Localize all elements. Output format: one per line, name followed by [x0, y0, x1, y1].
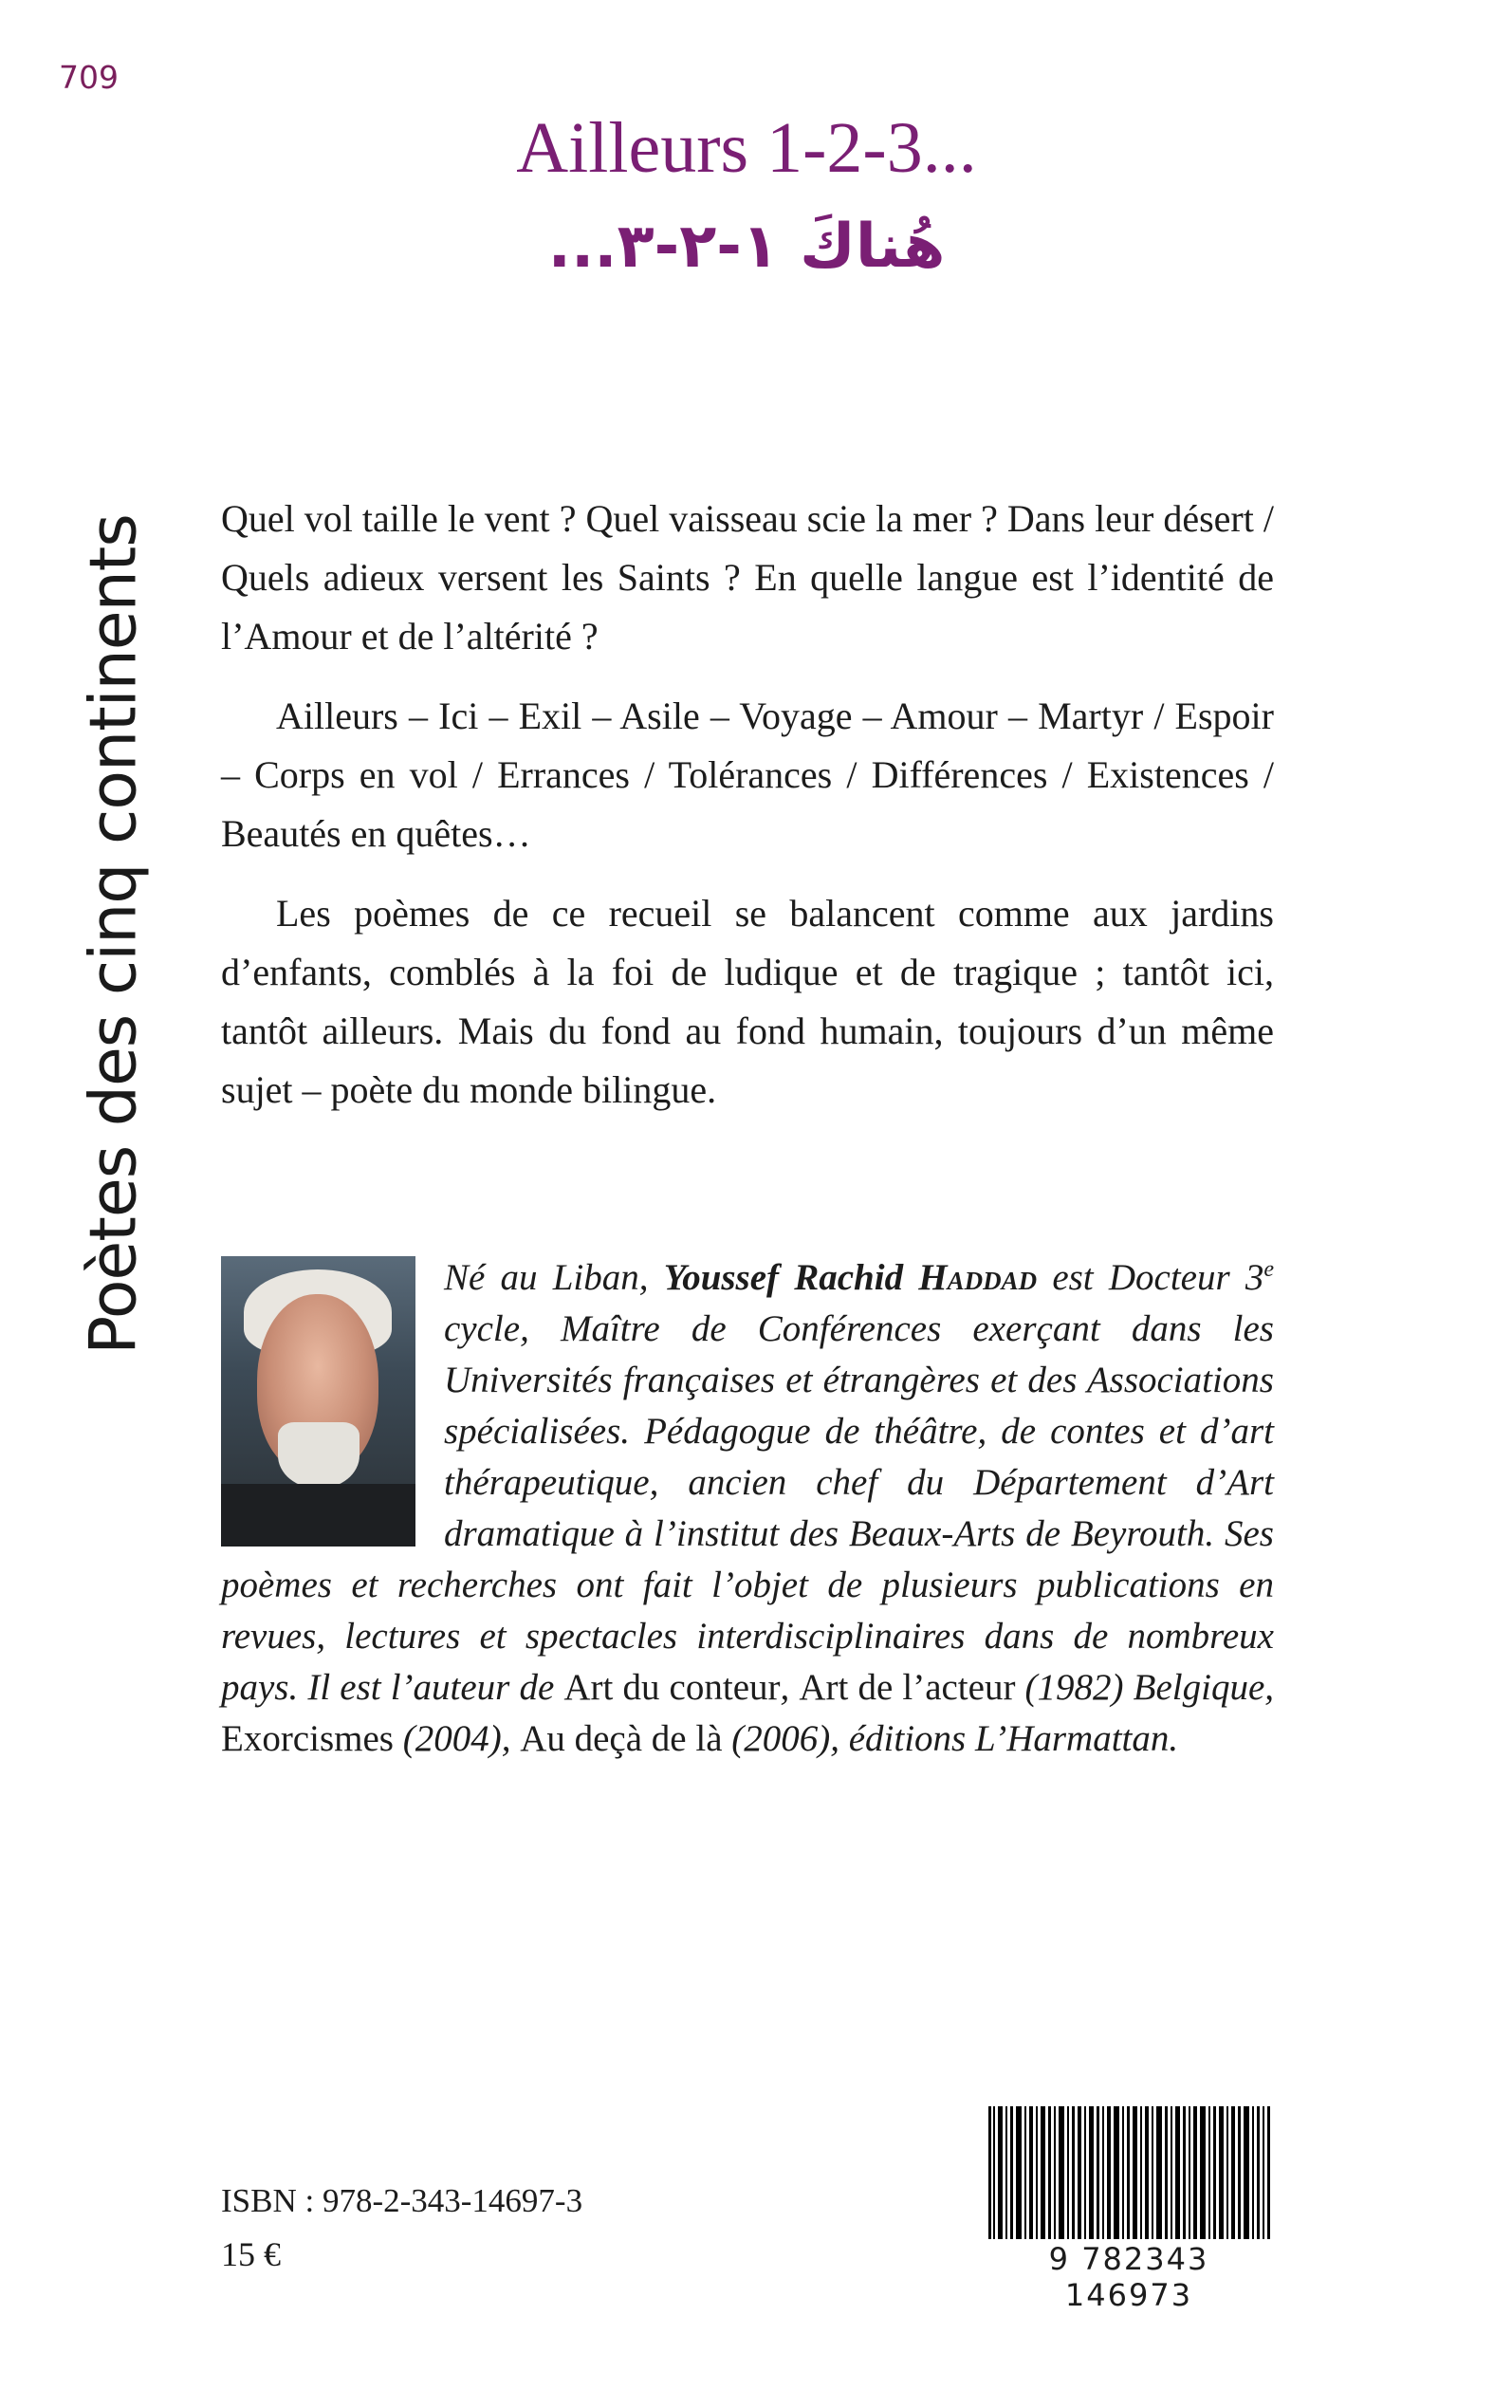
- author-photo-beard: [278, 1422, 360, 1489]
- author-photo: [221, 1256, 415, 1547]
- barcode-digits: 9 782343 146973: [1048, 2241, 1209, 2313]
- book-title: Ailleurs 1-2-3...: [516, 108, 977, 188]
- bio-superscript: e: [1263, 1257, 1274, 1282]
- bio-text-5: (2006), éditions L’Harmattan.: [722, 1718, 1179, 1759]
- work-title-4: Au deçà de là: [520, 1718, 723, 1759]
- author-name: [664, 1257, 1037, 1298]
- work-title-3: Exorcismes: [221, 1718, 394, 1759]
- barcode: [983, 2106, 1275, 2313]
- author-biography: [221, 1252, 1274, 1765]
- bio-separator: ,: [780, 1667, 800, 1708]
- bio-text-3: (1982) Belgique,: [1015, 1667, 1274, 1708]
- bio-text-2: cycle, Maître de Conférences exerçant dans les Universités françaises et étrangères et des Associations spécialisées. Pédagogue de théâtre, de contes et d’art thérapeutique, ancien chef du Département d’Art dramatique à l’institut des Beaux-Arts de Beyrouth. Ses poèmes et recherches ont fait l’objet de plusieurs publications en revues, lectures et spectacles interdisciplinaires dans de nombreux pays. Il est l’auteur de: [221, 1308, 1274, 1708]
- bio-text-1: est Docteur 3: [1037, 1257, 1264, 1298]
- author-photo-jacket: [221, 1484, 415, 1547]
- back-cover-blurb: [221, 490, 1274, 1140]
- bio-intro: Né au Liban,: [444, 1257, 664, 1298]
- author-name-first: Youssef Rachid H: [663, 1257, 948, 1298]
- barcode-bars: [983, 2106, 1275, 2239]
- series-number: 709: [59, 59, 119, 96]
- work-title-1: Art du conteur: [563, 1667, 781, 1708]
- series-title-text: Poètes des cinq continents: [76, 514, 152, 1355]
- blurb-paragraph-1: Quel vol taille le vent ? Quel vaisseau scie la mer ? Dans leur désert / Quels adieux versent les Saints ? En quelle langue est l’identité de l’Amour et de l’altérité ?: [221, 497, 1274, 658]
- book-title-arabic: هُناكَ ١-٢-٣...: [547, 212, 946, 282]
- blurb-paragraph-2: Ailleurs – Ici – Exil – Asile – Voyage – Amour – Martyr / Espoir – Corps en vol / Errances / Tolérances / Différences / Existences / Beautés en quêtes…: [221, 695, 1274, 855]
- bio-text-4: (2004),: [393, 1718, 521, 1759]
- blurb-paragraph-3: Les poèmes de ce recueil se balancent comme aux jardins d’enfants, comblés à la foi de ludique et de tragique ; tantôt ici, tantôt ailleurs. Mais du fond au fond humain, toujours d’un même sujet – poète du monde bilingue.: [221, 892, 1274, 1111]
- isbn: ISBN : 978-2-343-14697-3: [221, 2182, 583, 2219]
- work-title-2: Art de l’acteur: [799, 1667, 1016, 1708]
- price: 15 €: [221, 2235, 281, 2273]
- author-name-last: addad: [947, 1257, 1038, 1298]
